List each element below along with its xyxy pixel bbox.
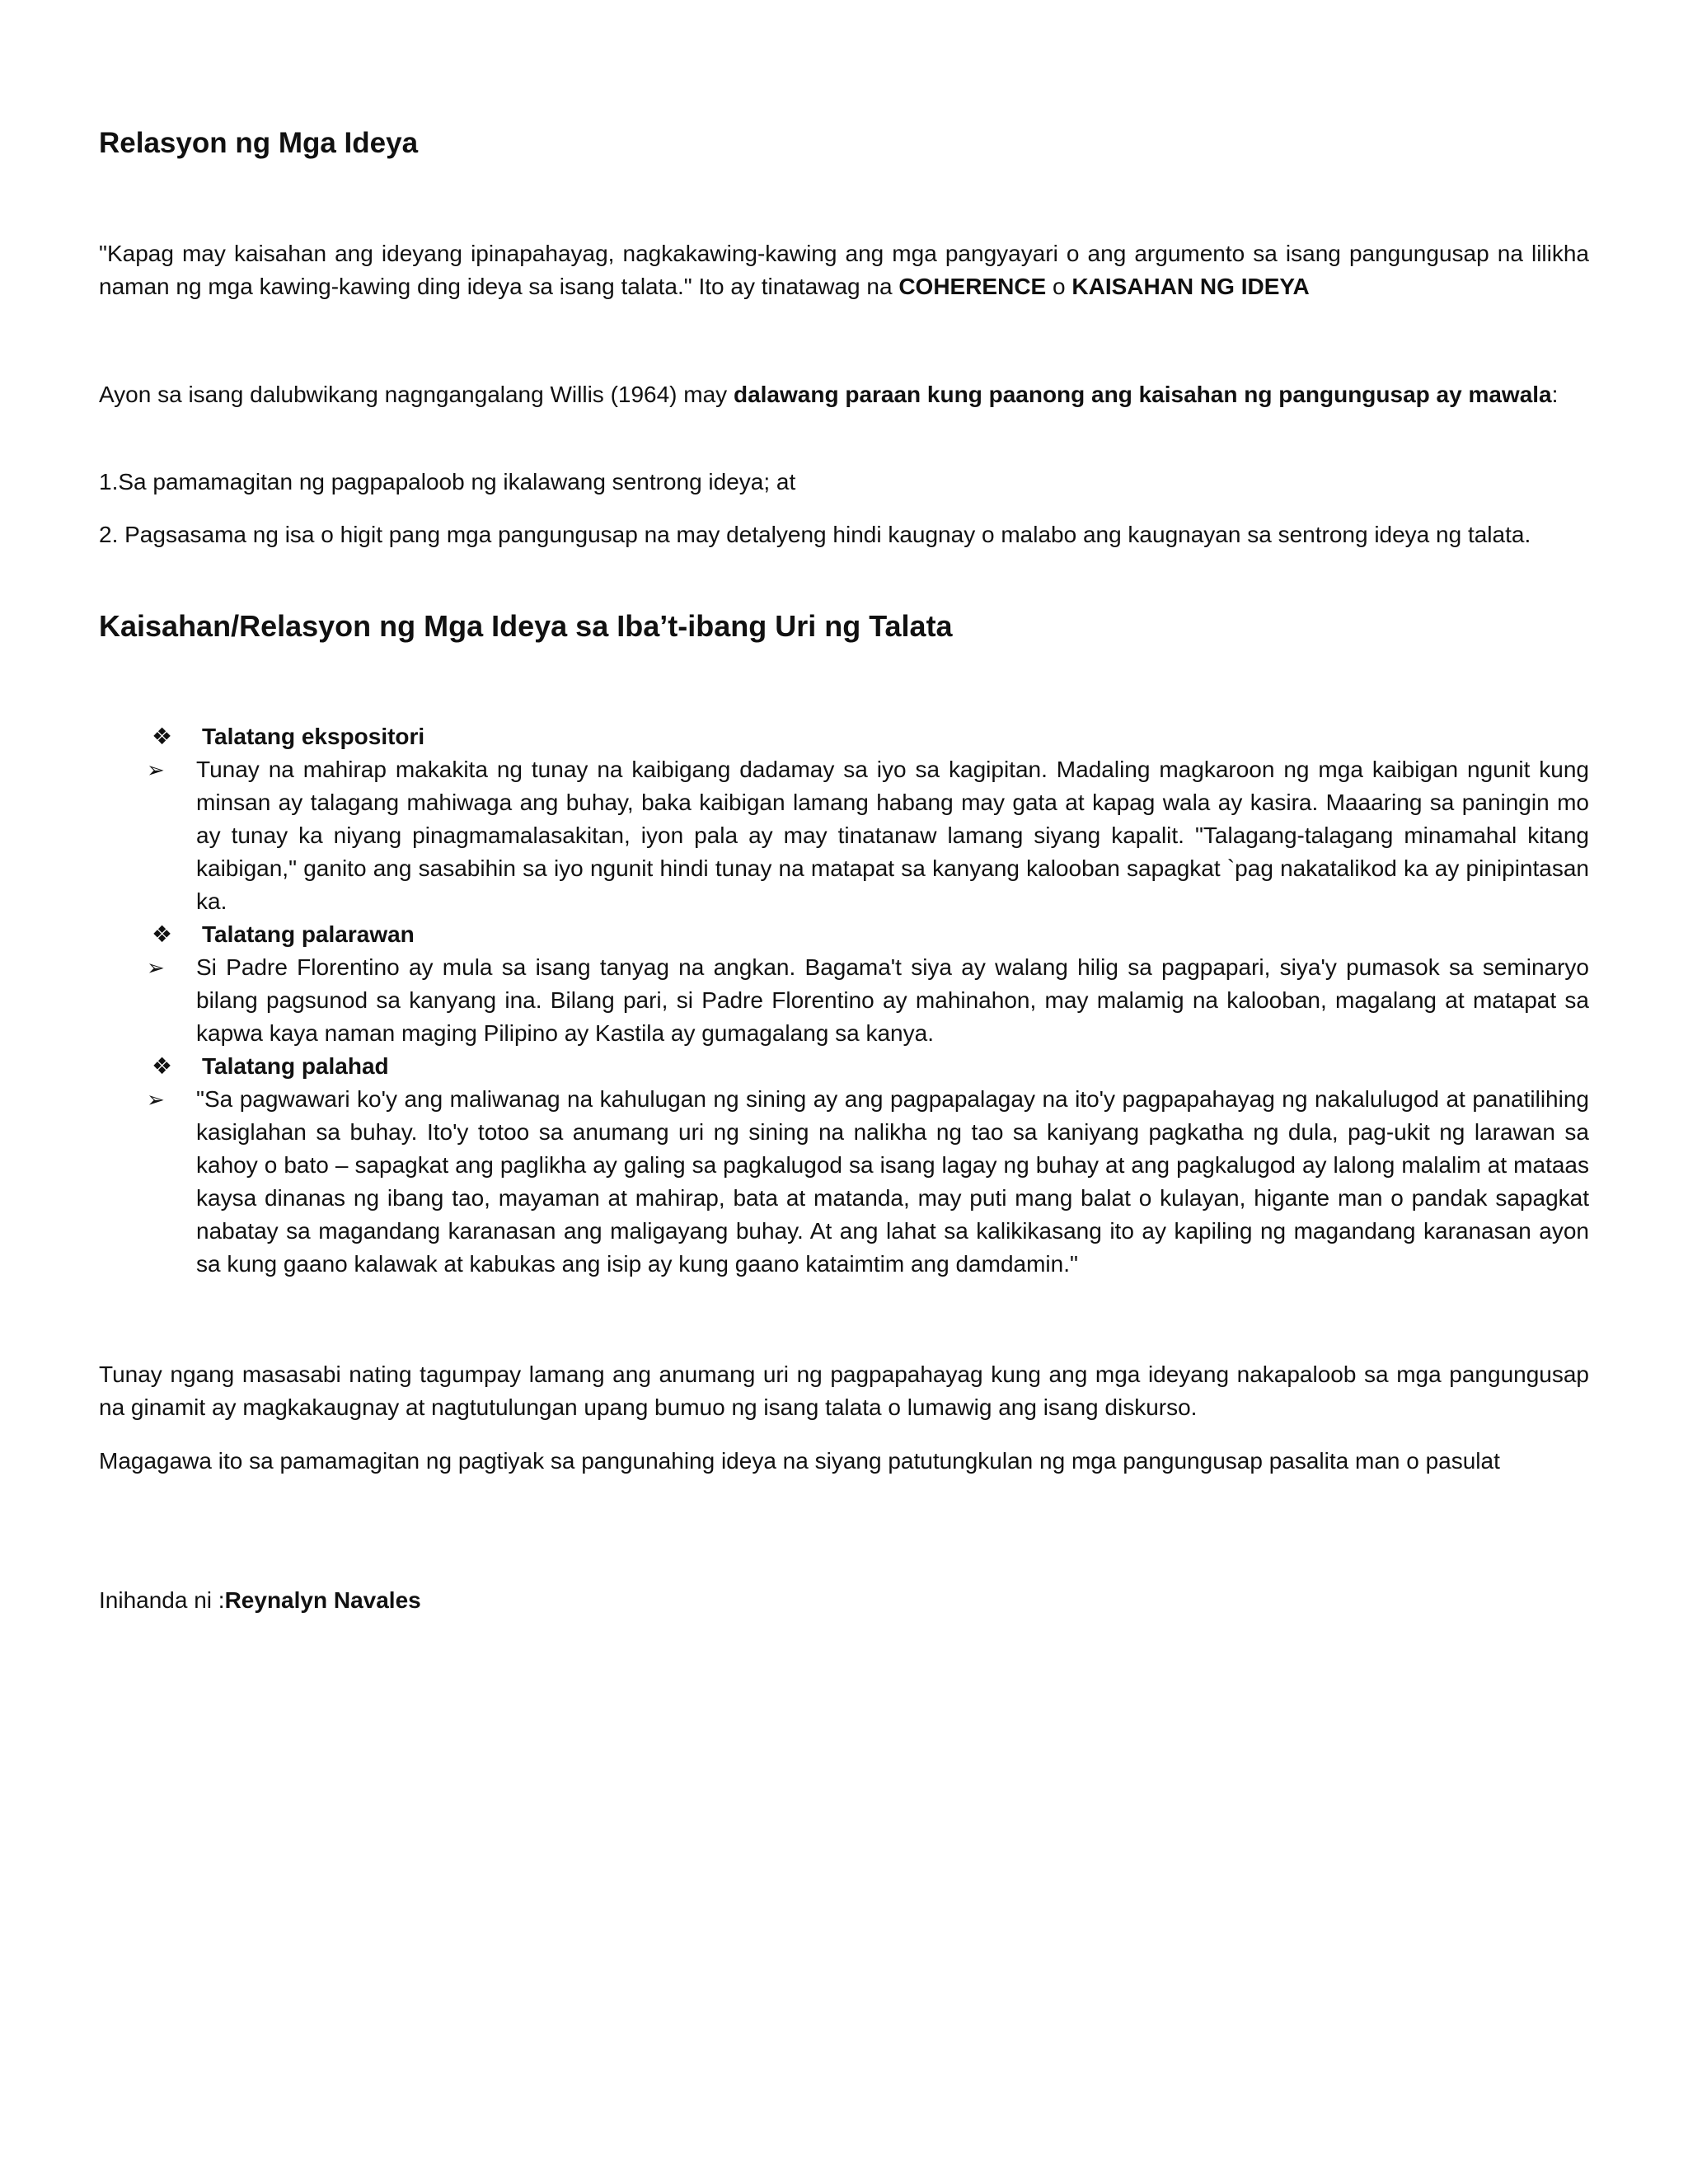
section-body <box>99 951 1589 1050</box>
signature-prefix: Inihanda ni : <box>99 1587 225 1613</box>
page-title: Relasyon ng Mga Ideya <box>99 127 419 159</box>
diamond-bullet-icon: ❖ <box>152 1053 173 1079</box>
diamond-bullet-icon: ❖ <box>152 724 173 749</box>
section-text: Si Padre Florentino ay mula sa isang tanyag na angkan. Bagama't siya ay walang hilig sa pagpapari, siya'y pumasok sa seminaryo bilang pagsunod sa kanyang ina. Bilang pari, si Padre Florentino ay mahinahon, may malamig na kalooban, magalang at matapat sa kapwa kaya naman maging Pilipino ay Kastila ay gumagalang sa kanya. <box>196 954 1589 1046</box>
section-label: Talatang palahad <box>202 1053 389 1079</box>
signature-line <box>99 1584 421 1617</box>
arrow-bullet-icon: ➢ <box>147 955 165 980</box>
author-name: Reynalyn Navales <box>224 1587 421 1613</box>
intro-bold-kaisahan: KAISAHAN NG IDEYA <box>1071 274 1310 299</box>
section-label: Talatang palarawan <box>202 921 415 947</box>
section-text: Tunay na mahirap makakita ng tunay na kaibigang dadamay sa iyo sa kagipitan. Madaling magkaroon ng mga kaibigan ngunit kung minsan ay talagang mahiwaga ang buhay, baka kaibigan lamang habang may gata at kapag wala ay kasira. Maaaring sa paningin mo ay tunay ka niyang pinagmamalasakitan, iyon pala ay may tinatanaw lamang siyang kapalit. "Talagang-talagang minamahal kitang kaibigan," ganito ang sasabihin sa iyo ngunit hindi tunay na matapat sa kanyang kalooban sapagkat `pag nakatalikod ka ay pinipintasan ka. <box>196 757 1589 914</box>
willis-end: : <box>1551 382 1559 407</box>
arrow-bullet-icon: ➢ <box>147 757 165 782</box>
section-body <box>99 753 1589 918</box>
section-heading <box>99 918 1589 951</box>
section-subtitle: Kaisahan/Relasyon ng Mga Ideya sa Iba’t-ibang Uri ng Talata <box>99 609 953 643</box>
intro-bold-coherence: COHERENCE <box>898 274 1047 299</box>
arrow-bullet-icon: ➢ <box>147 1087 165 1112</box>
willis-text: Ayon sa isang dalubwikang nagngangalang Willis (1964) may <box>99 382 734 407</box>
section-label: Talatang ekspositori <box>202 724 425 749</box>
section-heading <box>99 720 1589 753</box>
list-item-2: 2. Pagsasama ng isa o higit pang mga pangungusap na may detalyeng hindi kaugnay o malabo ang kaugnayan sa sentrong ideya ng talata. <box>99 522 1531 547</box>
section-text: "Sa pagwawari ko'y ang maliwanag na kahulugan ng sining ay ang pagpapalagay na ito'y pagpapahayag ng nakalulugod at panatilihing kasiglahan sa buhay. Ito'y totoo sa anumang uri ng sining na nalikha ng tao sa kaniyang pagkatha ng dula, pag-ukit ng larawan sa kahoy o bato – sapagkat ang paglikha ay galing sa pagkalugod sa isang lagay ng buhay at ang pagkalugod ay lalong malalim at mataas kaysa dinanas ng ibang tao, mayaman at mahirap, bata at matanda, may puti mang balat o kulayan, higante man o pandak sapagkat nabatay sa magandang karanasan ang maligayang buhay. At ang lahat sa kalikikasang ito ay kapiling ng magandang karanasan ayon sa kung gaano kalawak at kabukas ang isip ay kung gaano kataimtim ang damdamin." <box>196 1086 1589 1277</box>
conclusion-paragraph-1: Tunay ngang masasabi nating tagumpay lamang ang anumang uri ng pagpapahayag kung ang mga ideyang nakapaloob sa mga pangungusap na ginamit ay magkakaugnay at nagtutulungan upang bumuo ng isang talata o lumawig ang isang diskurso. <box>99 1361 1589 1420</box>
section-body <box>99 1083 1589 1281</box>
willis-bold: dalawang paraan kung paanong ang kaisahan ng pangungusap ay mawala <box>733 382 1552 407</box>
conclusion-paragraph-2: Magagawa ito sa pamamagitan ng pagtiyak sa pangunahing ideya na siyang patutungkulan ng mga pangungusap pasalita man o pasulat <box>99 1448 1500 1474</box>
intro-paragraph <box>99 237 1589 303</box>
intro-mid: o <box>1046 274 1072 299</box>
intro-text: "Kapag may kaisahan ang ideyang ipinapahayag, nagkakawing-kawing ang mga pangyayari o ang argumento sa isang pangungusap na lilikha naman ng mga kawing-kawing ding ideya sa isang talata." Ito ay tinatawag na <box>99 241 1589 299</box>
section-heading <box>99 1050 1589 1083</box>
willis-paragraph <box>99 378 1589 411</box>
list-item-1: 1.Sa pamamagitan ng pagpapaloob ng ikalawang sentrong ideya; at <box>99 469 796 494</box>
diamond-bullet-icon: ❖ <box>152 921 173 947</box>
paragraph-types <box>99 720 1589 1281</box>
